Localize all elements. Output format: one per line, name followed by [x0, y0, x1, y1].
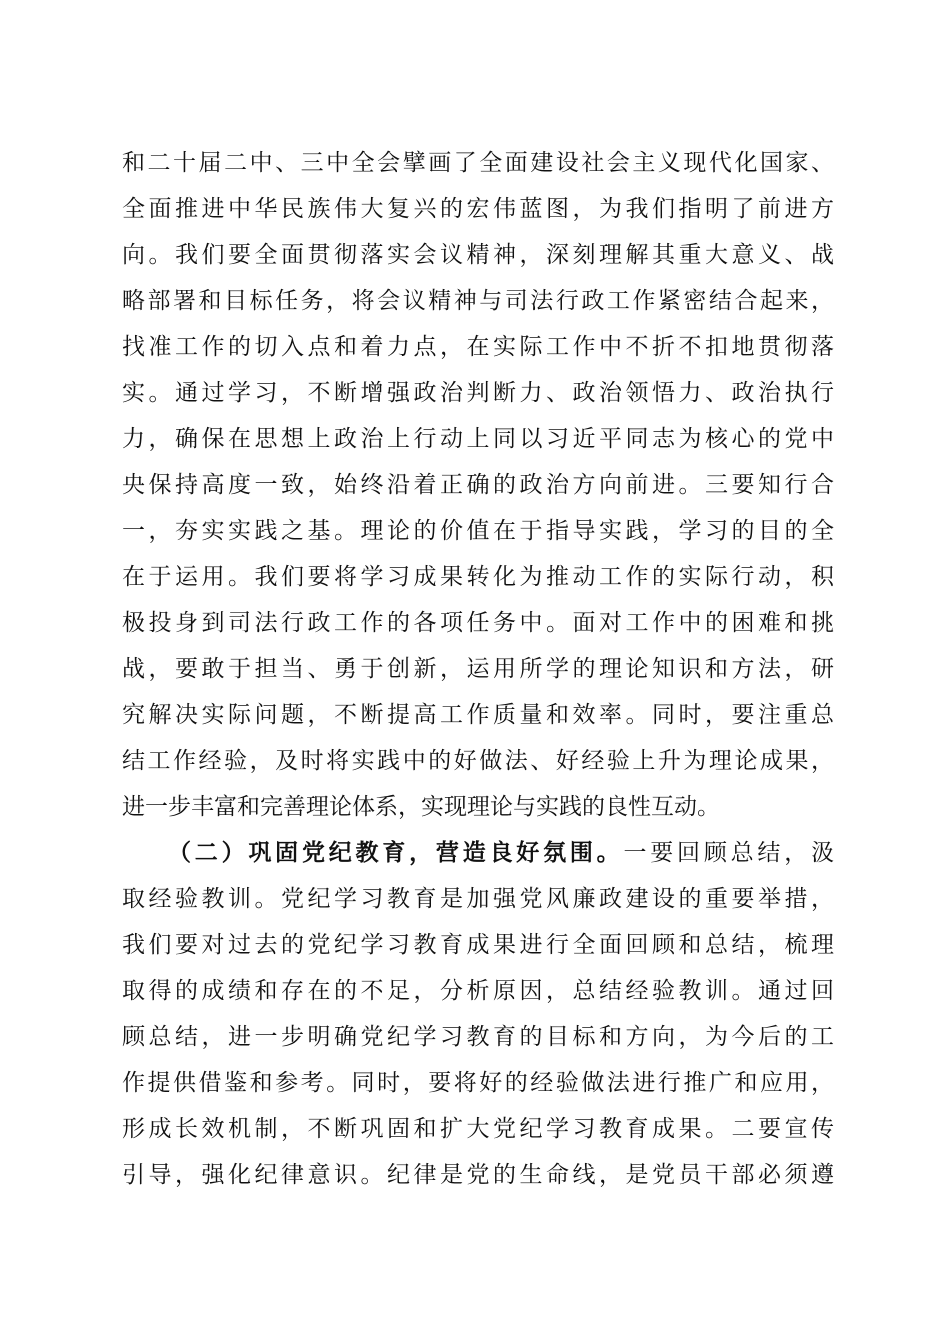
paragraph-line: 在于运用。我们要将学习成果转化为推动工作的实际行动，积 — [122, 564, 834, 590]
paragraph-line: 战，要敢于担当、勇于创新，运用所学的理论知识和方法，研 — [122, 656, 834, 682]
paragraph-line: 作提供借鉴和参考。同时，要将好的经验做法进行推广和应用， — [122, 1070, 834, 1096]
paragraph-line: 结工作经验，及时将实践中的好做法、好经验上升为理论成果， — [122, 748, 834, 774]
paragraph-line-rest: 一要回顾总结，汲 — [623, 840, 834, 866]
paragraph-line: 力，确保在思想上政治上行动上同以习近平同志为核心的党中 — [122, 426, 834, 452]
section-heading: （二）巩固党纪教育，营造良好氛围。 — [168, 839, 624, 866]
paragraph-line: 向。我们要全面贯彻落实会议精神，深刻理解其重大意义、战 — [122, 242, 834, 268]
paragraph-line: 极投身到司法行政工作的各项任务中。面对工作中的困难和挑 — [122, 610, 834, 636]
paragraph-line: 形成长效机制，不断巩固和扩大党纪学习教育成果。二要宣传 — [122, 1116, 834, 1142]
paragraph-line: 找准工作的切入点和着力点，在实际工作中不折不扣地贯彻落 — [122, 334, 834, 360]
paragraph-1 — [122, 140, 834, 830]
paragraph-line: 顾总结，进一步明确党纪学习教育的目标和方向，为今后的工 — [122, 1024, 834, 1050]
paragraph-line: 一，夯实实践之基。理论的价值在于指导实践，学习的目的全 — [122, 518, 834, 544]
paragraph-line: 取得的成绩和存在的不足，分析原因，总结经验教训。通过回 — [122, 978, 834, 1004]
paragraph-line: 全面推进中华民族伟大复兴的宏伟蓝图，为我们指明了前进方 — [122, 196, 834, 222]
paragraph-first-line — [122, 830, 834, 876]
paragraph-2 — [122, 830, 834, 1198]
paragraph-line: 略部署和目标任务，将会议精神与司法行政工作紧密结合起来， — [122, 288, 834, 314]
paragraph-line: 央保持高度一致，始终沿着正确的政治方向前进。三要知行合 — [122, 472, 834, 498]
paragraph-line: 实。通过学习，不断增强政治判断力、政治领悟力、政治执行 — [122, 380, 834, 406]
paragraph-line: 取经验教训。党纪学习教育是加强党风廉政建设的重要举措， — [122, 886, 834, 912]
paragraph-line: 进一步丰富和完善理论体系，实现理论与实践的良性互动。 — [122, 794, 720, 820]
paragraph-line: 引导，强化纪律意识。纪律是党的生命线，是党员干部必须遵 — [122, 1162, 834, 1188]
paragraph-line: 究解决实际问题，不断提高工作质量和效率。同时，要注重总 — [122, 702, 834, 728]
paragraph-line: 我们要对过去的党纪学习教育成果进行全面回顾和总结，梳理 — [122, 932, 834, 958]
paragraph-line: 和二十届二中、三中全会擘画了全面建设社会主义现代化国家、 — [122, 150, 834, 176]
